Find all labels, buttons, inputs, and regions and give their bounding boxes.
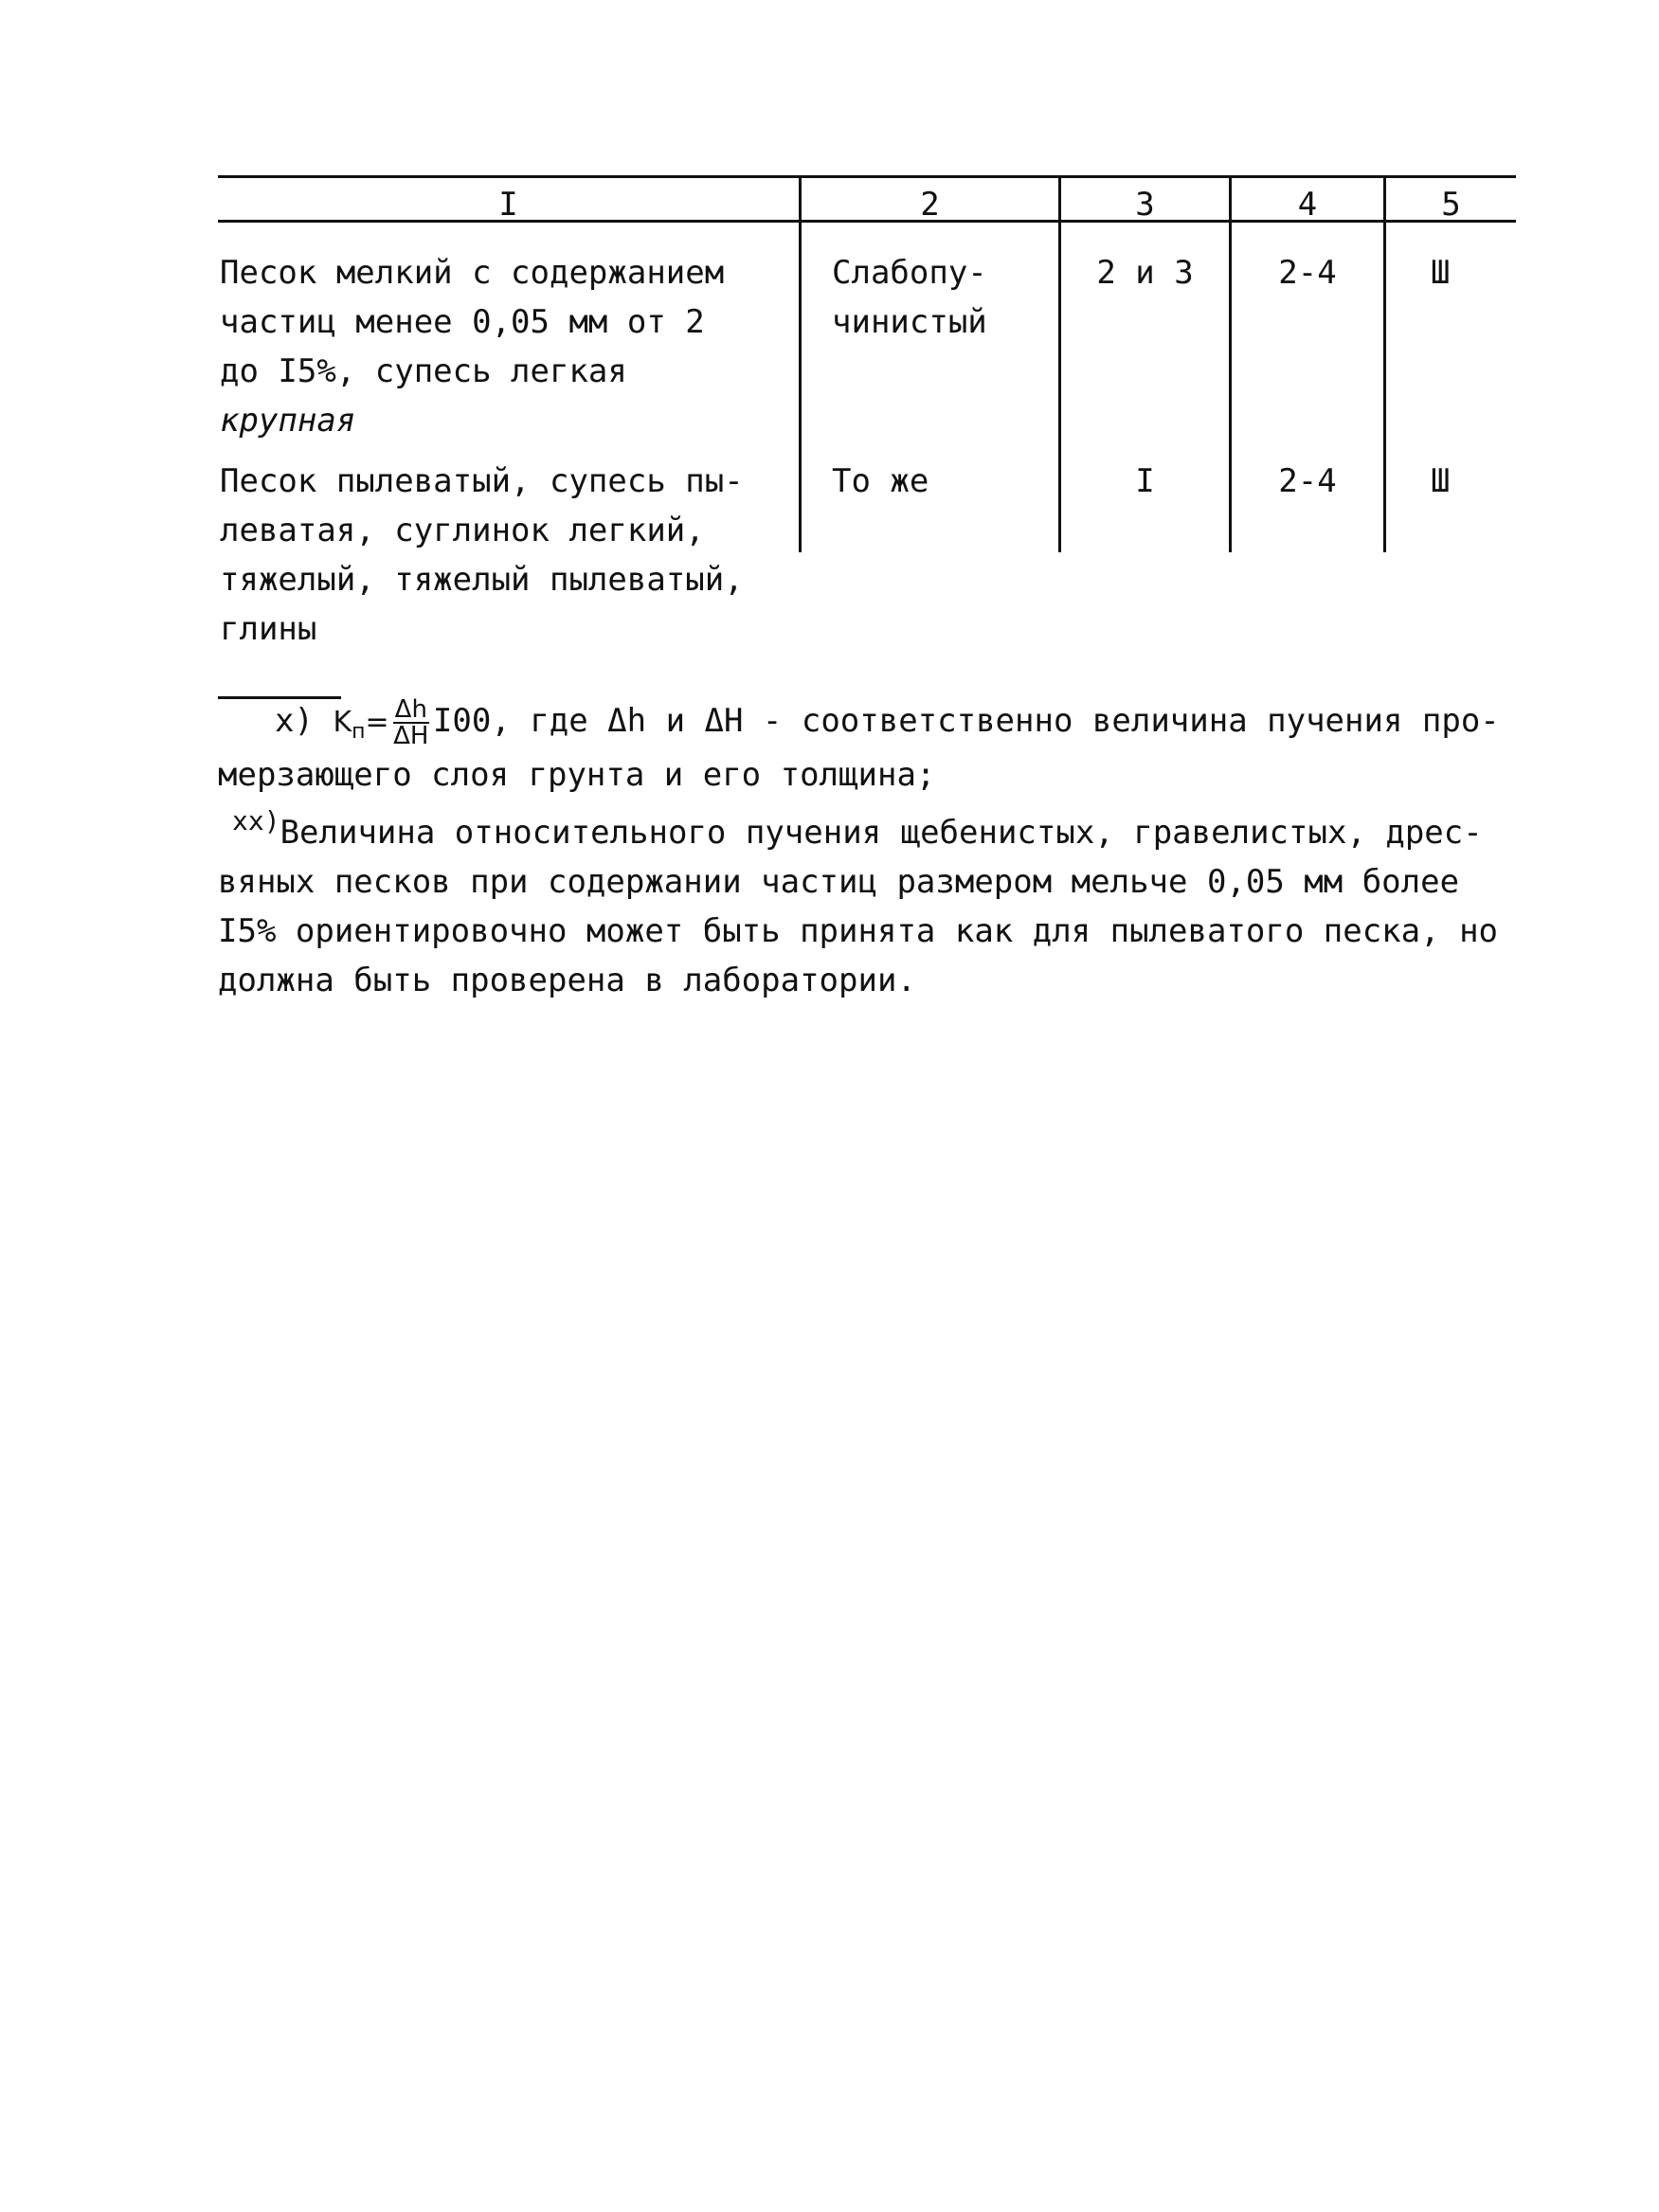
row1-group-line2: чинистый	[832, 303, 987, 341]
row1-soil-line3: до I5%, супесь легкая	[220, 352, 627, 390]
row2-col5: Ш	[1431, 462, 1451, 500]
row2-col4: 2-4	[1278, 462, 1337, 500]
row2-soil-line1: Песок пылеватый, супесь пы-	[220, 462, 744, 500]
footnote-2-marker: xx)	[232, 805, 280, 836]
footnote-2-line3: I5% ориентировочно может быть принята как для пылеватого песка, но	[218, 912, 1499, 950]
footnote-2-line4: должна быть проверена в лаборатории.	[218, 962, 916, 999]
table-header-2: 2	[920, 186, 940, 224]
formula-factor: I00,	[432, 702, 511, 740]
table-header-3: 3	[1135, 186, 1155, 224]
footnote-2-line2: вяных песков при содержании частиц размером мельче 0,05 мм более	[218, 863, 1460, 901]
row1-group-line1: Слабопу-	[832, 254, 987, 292]
formula-k: $K_п=$	[333, 706, 389, 744]
formula-fraction: $\frac{\Delta h}{\Delta H}$	[393, 694, 429, 750]
footnote-2-line1: $^{xx)}$Величина относительного пучения щебенистых, гравелистых, дрес-	[232, 805, 1483, 852]
row2-soil-line2: леватая, суглинок легкий,	[220, 512, 705, 549]
footnote-1-line1	[275, 696, 1500, 757]
footnote-1-marker: x)	[275, 702, 314, 740]
row1-col4: 2-4	[1278, 254, 1337, 292]
row2-col3: I	[1135, 462, 1155, 500]
row1-col3: 2 и 3	[1096, 254, 1194, 292]
row1-col5: Ш	[1431, 254, 1451, 292]
row1-soil-line2: частиц менее 0,05 мм от 2	[220, 303, 705, 341]
row2-soil-line4: глины	[220, 610, 317, 648]
footnote-1-text-a: где Δh и ΔH - соответственно величина пучения про-	[510, 702, 1500, 740]
row2-soil-line3: тяжелый, тяжелый пылеватый,	[220, 561, 744, 599]
table-header-1: I	[498, 186, 518, 224]
table-top-rule	[218, 175, 1516, 178]
row1-soil-line4: крупная	[220, 402, 356, 440]
table-header-5: 5	[1441, 186, 1461, 224]
row2-group: То же	[832, 462, 929, 500]
table-col-divider-1	[799, 175, 802, 552]
table-col-divider-4	[1383, 175, 1386, 552]
row1-soil-line1: Песок мелкий с содержанием	[220, 254, 725, 292]
footnote-1-line2: мерзающего слоя грунта и его толщина;	[218, 756, 936, 794]
table-header-4: 4	[1297, 186, 1318, 224]
